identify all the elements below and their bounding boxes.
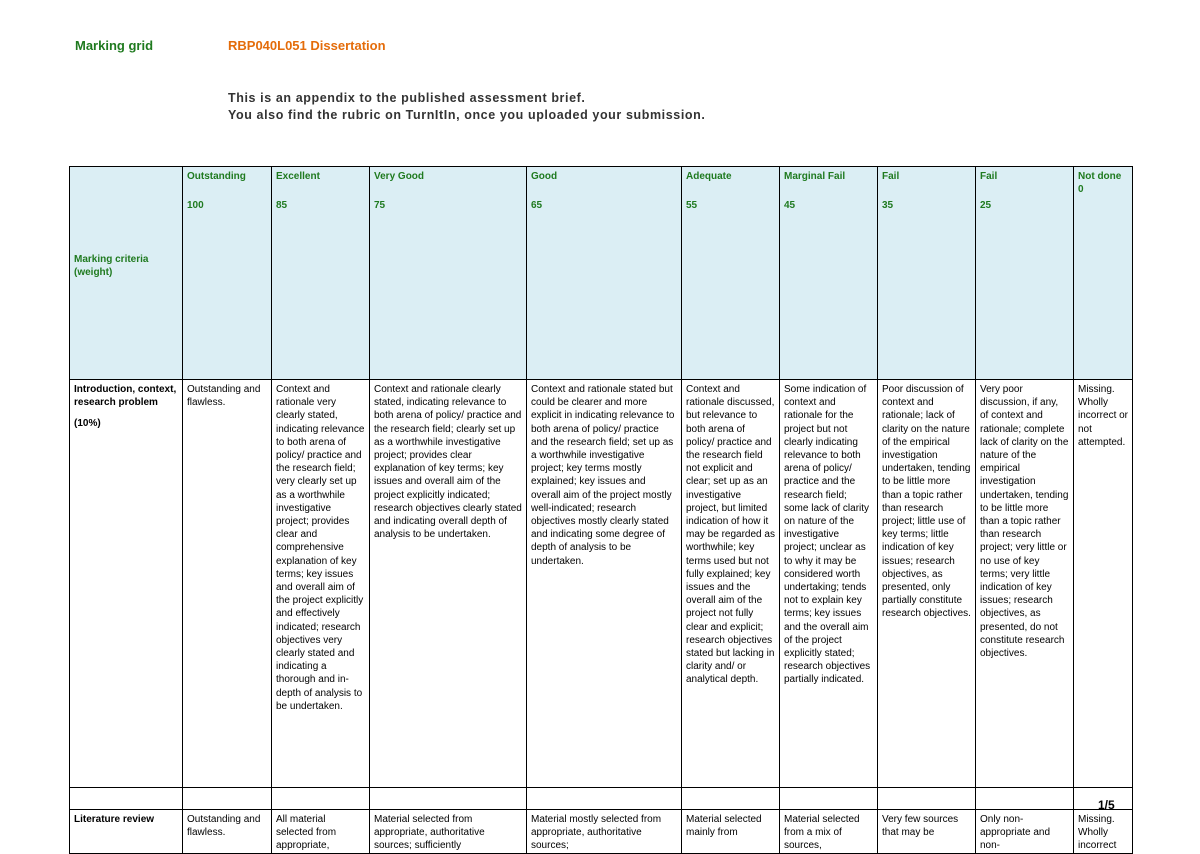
descriptor-cell: Material selected mainly from xyxy=(682,810,780,854)
descriptor-cell: Poor discussion of context and rationale; lack of clarity on the nature of the empirical investigation undertaken, tending to be little more than a topic rather than research project; little use of key terms; little indication of key issues; research objectives, as presented, only partially constitute research objectives. xyxy=(878,380,976,810)
level-header xyxy=(780,167,878,380)
descriptor-cell: Material selected from appropriate, authoritative sources; sufficiently xyxy=(370,810,527,854)
descriptor-cell: All material selected from appropriate, xyxy=(272,810,370,854)
descriptor-cell: Outstanding and flawless. xyxy=(183,380,272,810)
level-header xyxy=(272,167,370,380)
level-score: 0 xyxy=(1078,184,1084,196)
criterion-cell xyxy=(70,380,183,810)
page-number: 1/5 xyxy=(1098,798,1115,812)
module-title: RBP040L051 Dissertation xyxy=(228,38,386,53)
grid-header-row xyxy=(70,167,1133,380)
level-name: Fail xyxy=(882,171,900,182)
descriptor-cell: Very poor discussion, if any, of context and rationale; complete lack of clarity on the nature of the empirical investigation undertaken, tending to be little more than a topic rather than research project; very little or no use of key terms; very little indication of key issues; research objectives, as presented, do not constitute research objectives. xyxy=(976,380,1074,810)
intro-line-2: You also find the rubric on TurnItIn, once you uploaded your submission. xyxy=(228,108,706,122)
criterion-row-literature-review xyxy=(70,810,1133,854)
criterion-row-introduction xyxy=(70,380,1133,810)
level-name: Marginal Fail xyxy=(784,171,846,182)
level-name: Good xyxy=(531,171,558,182)
level-score: 65 xyxy=(531,200,543,212)
descriptor-cell: Material selected from a mix of sources, xyxy=(780,810,878,854)
level-score: 25 xyxy=(980,200,992,212)
level-header xyxy=(183,167,272,380)
level-name: Fail xyxy=(980,171,998,182)
descriptor-cell: Context and rationale very clearly stated, indicating relevance to both arena of policy/ practice and the research field; very clearly set up as a worthwhile investigative project; provides clear and comprehensive explanation of key terms; key issues and overall aim of the project explicitly and effectively indicated; research objectives very clearly stated and indicating a thorough and in-depth of analysis to be undertaken. xyxy=(272,380,370,810)
descriptor-cell: Missing. Wholly incorrect xyxy=(1074,810,1133,854)
criterion-weight: (10%) xyxy=(74,418,101,430)
level-score: 45 xyxy=(784,200,796,212)
level-header xyxy=(527,167,682,380)
descriptor-cell: Some indication of context and rationale for the project but not clearly indicating relevance to both arena of policy/ practice and the research field; some lack of clarity on nature of the investigative project; unclear as to why it may be considered worth undertaking; tends not to explain key terms; key issues and the overall aim of the project explicitly stated; research objectives partially indicated. xyxy=(780,380,878,810)
page-bottom-rule xyxy=(69,787,1133,788)
level-score: 85 xyxy=(276,200,288,212)
level-score: 100 xyxy=(187,200,204,212)
level-header xyxy=(682,167,780,380)
descriptor-cell: Only non-appropriate and non- xyxy=(976,810,1074,854)
level-name: Excellent xyxy=(276,171,320,182)
marking-criteria-header: Marking criteria (weight) xyxy=(70,167,183,380)
level-name: Outstanding xyxy=(187,171,246,182)
descriptor-cell: Context and rationale clearly stated, indicating relevance to both arena of policy/ practice and the research field; clearly set up as a worthwhile investigative project; provides clear explanation of key terms; key issues and overall aim of the project explicitly indicated; research objectives clearly stated and indicating overall depth of analysis to be undertaken. xyxy=(370,380,527,810)
level-header xyxy=(370,167,527,380)
descriptor-cell: Outstanding and flawless. xyxy=(183,810,272,854)
criterion-name: Introduction, context, research problem xyxy=(74,384,177,409)
level-score: 75 xyxy=(374,200,386,212)
descriptor-cell: Very few sources that may be xyxy=(878,810,976,854)
criterion-cell xyxy=(70,810,183,854)
descriptor-cell: Material mostly selected from appropriate, authoritative sources; xyxy=(527,810,682,854)
intro-line-1: This is an appendix to the published assessment brief. xyxy=(228,91,586,105)
level-header xyxy=(878,167,976,380)
intro-note xyxy=(228,90,705,124)
criterion-name: Literature review xyxy=(74,814,155,825)
descriptor-cell: Context and rationale stated but could be clearer and more explicit in indicating relevance to both arena of policy/ practice and the research field; set up as a worthwhile investigative project; key terms mostly explained; key issues and overall aim of the project mostly well-indicated; research objectives mostly clearly stated and indicating some degree of depth of analysis to be undertaken. xyxy=(527,380,682,810)
level-name: Adequate xyxy=(686,171,732,182)
marking-grid-table xyxy=(69,166,1133,854)
level-header xyxy=(976,167,1074,380)
level-name: Very Good xyxy=(374,171,425,182)
level-score: 55 xyxy=(686,200,698,212)
descriptor-cell: Context and rationale discussed, but relevance to both arena of policy/ practice and the research field not explicit and clear; set up as an investigative project, but limited indication of how it may be regarded as worthwhile; key terms used but not fully explained; key issues and the overall aim of the project not fully clear and explicit; research objectives stated but lacking in clarity and/ or analytical depth. xyxy=(682,380,780,810)
level-header xyxy=(1074,167,1133,380)
descriptor-cell: Missing. Wholly incorrect or not attempted. xyxy=(1074,380,1133,810)
level-score: 35 xyxy=(882,200,894,212)
level-name: Not done xyxy=(1078,171,1122,182)
document-label: Marking grid xyxy=(75,38,154,53)
